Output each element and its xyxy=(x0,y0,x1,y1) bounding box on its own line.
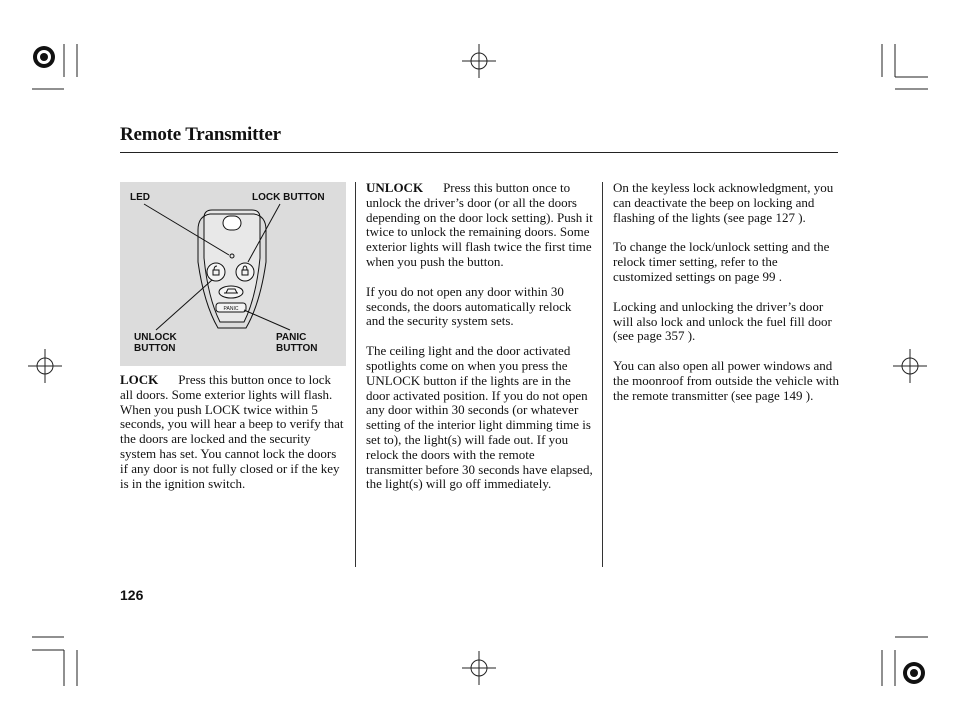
label-panic-button: PANIC BUTTON xyxy=(276,332,318,354)
keyless-ack-paragraph: On the keyless lock acknowledgment, you can deactivate the beep on locking and flashing of the lights (see page 127 ). xyxy=(613,180,834,225)
remote-transmitter-figure xyxy=(120,182,346,366)
ceiling-light-paragraph: The ceiling light and the door activated spotlights come on when you press the UNLOCK button if the lights are in the door activated position. If you do not open any door within 30 seconds (or whatever setting of the interior light dimming time is set to), the light(s) will fade out. If you relock the doors with the remote transmitter before 30 seconds have elapsed, the light(s) will go off immediately. xyxy=(366,343,593,492)
label-unlock-button: UNLOCK BUTTON xyxy=(134,332,177,354)
fob-panic-text: PANIC xyxy=(223,306,239,312)
column-divider-1 xyxy=(355,182,356,567)
title-rule xyxy=(120,152,838,153)
lock-paragraph: LOCK Press this button once to lock all doors. Some exterior lights will flash. When you push LOCK twice within 5 seconds, you will hear a beep to verify that the doors are locked and the security system has set. You cannot lock the doors if any door is not fully closed or if the key is in the ignition switch. xyxy=(120,372,344,491)
lock-setting-paragraph: To change the lock/unlock setting and the relock timer setting, refer to the customized settings on page 99 . xyxy=(613,239,830,284)
unlock-paragraph: UNLOCK Press this button once to unlock the driver’s door (or all the doors depending on the door lock setting). Push it twice to unlock the remaining doors. Some exterior lights will flash twice the first time when you push the button. xyxy=(366,180,593,269)
column-3 xyxy=(613,181,839,419)
key-fob-drawing xyxy=(120,182,346,366)
power-windows-paragraph: You can also open all power windows and the moonroof from outside the vehicle with the remote transmitter (see page 149 ). xyxy=(613,358,840,403)
column-1 xyxy=(120,373,344,506)
auto-relock-paragraph: If you do not open any door within 30 seconds, the doors automatically relock and the security system sets. xyxy=(366,283,572,329)
label-lock-button: LOCK BUTTON xyxy=(252,192,325,203)
column-divider-2 xyxy=(602,182,603,567)
lock-keyword: LOCK xyxy=(120,372,159,387)
label-led: LED xyxy=(130,192,150,203)
page-number: 126 xyxy=(120,587,144,603)
page-title: Remote Transmitter xyxy=(120,124,281,145)
unlock-keyword: UNLOCK xyxy=(366,180,424,195)
column-2 xyxy=(366,181,593,507)
fuel-door-paragraph: Locking and unlocking the driver’s door will also lock and unlock the fuel fill door (see page 357 ). xyxy=(613,298,832,344)
